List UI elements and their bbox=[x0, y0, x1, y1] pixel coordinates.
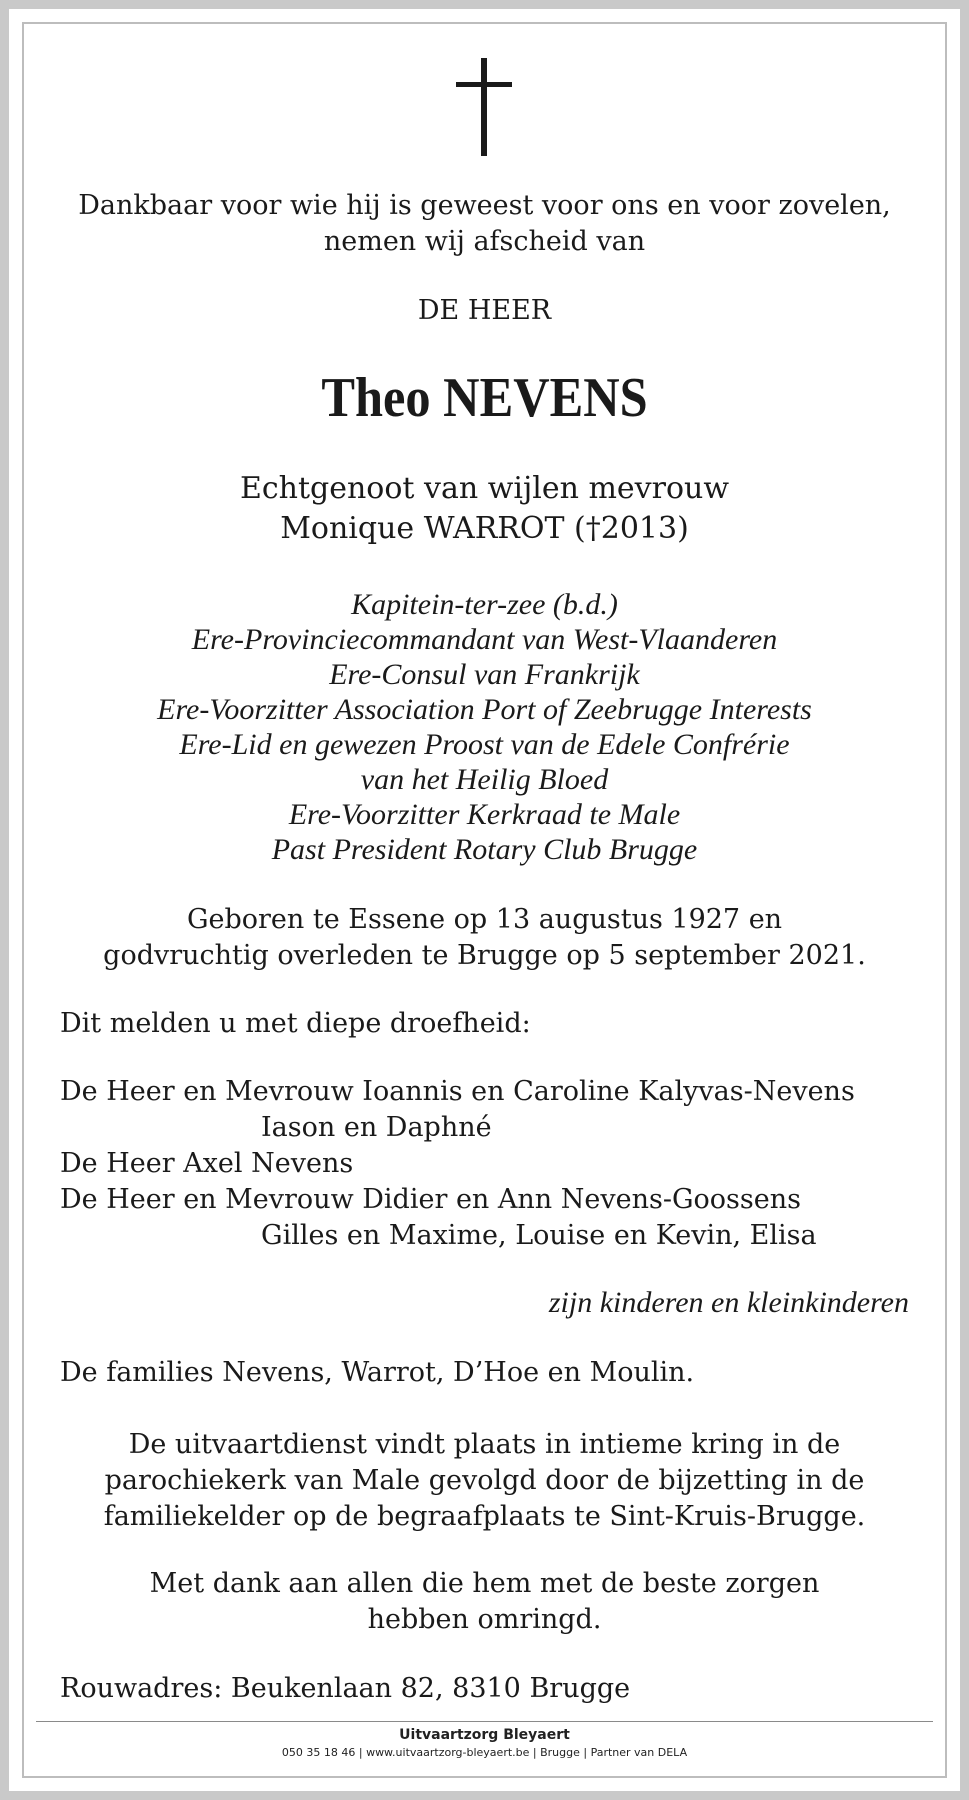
title-line: Kapitein-ter-zee (b.d.) bbox=[351, 588, 618, 621]
spouse-line-2: Monique WARROT (†2013) bbox=[280, 511, 689, 546]
announcement: Dit melden u met diepe droefheid: bbox=[60, 1008, 531, 1039]
title-line: Past President Rotary Club Brugge bbox=[271, 833, 698, 866]
death-line: godvruchtig overleden te Brugge op 5 september 2021. bbox=[103, 940, 866, 971]
honorific: DE HEER bbox=[417, 295, 552, 326]
thanks-line: Met dank aan allen die hem met de beste zorgen bbox=[149, 1568, 820, 1599]
intro-line-2: nemen wij afscheid van bbox=[323, 226, 646, 257]
birth-line: Geboren te Essene op 13 augustus 1927 en bbox=[186, 904, 783, 935]
footer-divider bbox=[36, 1721, 933, 1722]
mourning-address: Rouwadres: Beukenlaan 82, 8310 Brugge bbox=[60, 1673, 631, 1704]
footer-company: Uitvaartzorg Bleyaert bbox=[399, 1727, 570, 1743]
families-line: De families Nevens, Warrot, D’Hoe en Moulin. bbox=[60, 1357, 695, 1388]
title-line: Ere-Provinciecommandant van West-Vlaanderen bbox=[191, 623, 778, 656]
deceased-name: Theo NEVENS bbox=[321, 367, 648, 429]
grandchildren: Gilles en Maxime, Louise en Kevin, Elisa bbox=[261, 1220, 817, 1251]
title-line: Ere-Voorzitter Kerkraad te Male bbox=[288, 798, 681, 831]
service-line: De uitvaartdienst vindt plaats in intieme kring in de bbox=[128, 1429, 841, 1460]
family-member: De Heer Axel Nevens bbox=[60, 1148, 354, 1179]
title-line: van het Heilig Bloed bbox=[360, 763, 609, 796]
spouse-line-1: Echtgenoot van wijlen mevrouw bbox=[239, 471, 730, 506]
family-note: zijn kinderen en kleinkinderen bbox=[548, 1286, 909, 1319]
thanks-line: hebben omringd. bbox=[367, 1604, 602, 1635]
intro-line-1: Dankbaar voor wie hij is geweest voor ons en voor zovelen, bbox=[78, 190, 891, 221]
service-line: parochiekerk van Male gevolgd door de bijzetting in de bbox=[104, 1465, 865, 1496]
title-line: Ere-Consul van Frankrijk bbox=[329, 658, 640, 691]
footer-details: 050 35 18 46 | www.uitvaartzorg-bleyaert.be | Brugge | Partner van DELA bbox=[281, 1746, 688, 1759]
service-line: familiekelder op de begraafplaats te Sint-Kruis-Brugge. bbox=[103, 1501, 866, 1532]
grandchildren: Iason en Daphné bbox=[261, 1112, 492, 1143]
family-member: De Heer en Mevrouw Ioannis en Caroline Kalyvas-Nevens bbox=[60, 1076, 855, 1107]
title-line: Ere-Lid en gewezen Proost van de Edele Confrérie bbox=[179, 728, 790, 761]
family-member: De Heer en Mevrouw Didier en Ann Nevens-Goossens bbox=[60, 1184, 801, 1215]
title-line: Ere-Voorzitter Association Port of Zeebrugge Interests bbox=[157, 693, 812, 726]
